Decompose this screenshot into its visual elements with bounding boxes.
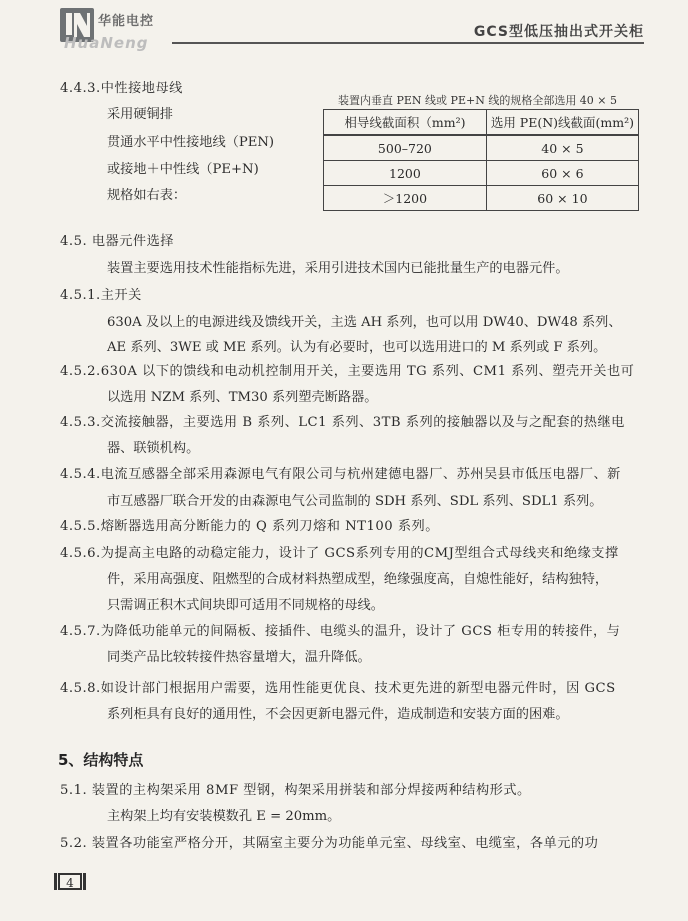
s451-line-1: 630A 及以上的电源进线及馈线开关，主选 AH 系列，也可以用 DW40、DW48 系列、 bbox=[107, 315, 622, 330]
s443-line-3: 或接地＋中性线（PE+N) bbox=[107, 162, 259, 177]
section-4-5-2-line-2: 以选用 NZM 系列、TM30 系列塑壳断路器。 bbox=[107, 390, 378, 405]
section-4-5-heading: 4.5. 电器元件选择 bbox=[60, 234, 174, 249]
section-4-5-7-line-2: 同类产品比较转接件热容量增大，温升降低。 bbox=[107, 650, 371, 665]
header-divider bbox=[172, 42, 644, 44]
section-4-4-3-heading: 4.4.3.中性接地母线 bbox=[60, 81, 183, 96]
section-4-5-6-line-3: 只需调正积木式间块即可适用不同规格的母线。 bbox=[107, 598, 384, 613]
section-4-5-4-line-2: 市互感器厂联合开发的由森源电气公司监制的 SDH 系列、SDL 系列、SDL1 系列。 bbox=[107, 494, 603, 509]
section-5-1-line-2: 主构架上均有安装模数孔 E = 20mm。 bbox=[107, 809, 341, 824]
section-4-5-8-line-1: 4.5.8.如设计部门根据用户需要，选用性能更优良、技术更先进的新型电器元件时，因 GCS bbox=[60, 681, 616, 696]
table-row bbox=[324, 186, 639, 211]
table-row bbox=[324, 135, 639, 161]
section-4-5-3-line-1: 4.5.3.交流接触器，主要选用 B 系列、LC1 系列、3TB 系列的接触器以及与之配套的热继电 bbox=[60, 415, 625, 430]
table-cell: 500–720 bbox=[324, 135, 487, 161]
section-4-5-4-line-1: 4.5.4.电流互感器全部采用森源电气有限公司与杭州建德电器厂、苏州吴县市低压电器厂、新 bbox=[60, 467, 621, 482]
table-header-cell: 相导线截面积（mm²) bbox=[324, 110, 487, 136]
s443-line-4: 规格如右表： bbox=[107, 188, 187, 203]
s45-body: 装置主要选用技术性能指标先进，采用引进技术国内已能批量生产的电器元件。 bbox=[107, 261, 569, 276]
section-4-5-1-heading: 4.5.1.主开关 bbox=[60, 288, 142, 303]
conductor-spec-table bbox=[323, 109, 639, 211]
section-4-5-5-line-1: 4.5.5.熔断器选用高分断能力的 Q 系列刀熔和 NT100 系列。 bbox=[60, 519, 439, 534]
section-4-5-2-line-1: 4.5.2.630A 以下的馈线和电动机控制用开关，主要选用 TG 系列、CM1 系列、塑壳开关也可 bbox=[60, 364, 635, 379]
section-5-heading: 5、结构特点 bbox=[58, 751, 144, 769]
table-header-row bbox=[324, 110, 639, 136]
table-caption: 装置内垂直 PEN 线或 PE+N 线的规格全部选用 40 × 5 bbox=[338, 94, 618, 107]
table-row bbox=[324, 161, 639, 186]
s451-line-2: AE 系列、3WE 或 ME 系列。认为有必要时，也可以选用进口的 M 系列或 F 系列。 bbox=[107, 340, 607, 355]
section-4-5-7-line-1: 4.5.7.为降低功能单元的间隔板、接插件、电缆头的温升，设计了 GCS 柜专用的转接件，与 bbox=[60, 624, 621, 639]
section-4-5-6-line-2: 件，采用高强度、阻燃型的合成材料热塑成型，绝缘强度高，自熄性能好，结构独特， bbox=[107, 572, 609, 587]
table-header-cell: 选用 PE(N)线截面(mm²) bbox=[486, 110, 638, 136]
section-5-1-line-1: 5.1. 装置的主构架采用 8MF 型钢，构架采用拼装和部分焊接两种结构形式。 bbox=[60, 783, 531, 798]
table-cell: 60 × 6 bbox=[486, 161, 638, 186]
s443-line-1: 采用硬铜排 bbox=[107, 107, 173, 122]
page-number: 4 bbox=[58, 873, 82, 890]
logo-english-name: HuaNeng bbox=[64, 34, 149, 52]
table-cell: 1200 bbox=[324, 161, 487, 186]
table-cell: ＞1200 bbox=[324, 186, 487, 211]
document-title: GCS型低压抽出式开关柜 bbox=[473, 24, 644, 40]
s443-line-2: 贯通水平中性接地线（PEN) bbox=[107, 135, 275, 150]
table-cell: 60 × 10 bbox=[486, 186, 638, 211]
section-4-5-8-line-2: 系列柜具有良好的通用性，不会因更新电器元件，造成制造和安装方面的困难。 bbox=[107, 707, 569, 722]
table-cell: 40 × 5 bbox=[486, 135, 638, 161]
section-4-5-3-line-2: 器、联锁机构。 bbox=[107, 441, 200, 456]
section-5-2-line-1: 5.2. 装置各功能室严格分开，其隔室主要分为功能单元室、母线室、电缆室，各单元的功 bbox=[60, 836, 599, 851]
section-4-5-6-line-1: 4.5.6.为提高主电路的动稳定能力，设计了 GCS系列专用的CMJ型组合式母线夹和绝缘支撑 bbox=[60, 546, 619, 561]
logo-chinese-name: 华能电控 bbox=[98, 14, 155, 29]
